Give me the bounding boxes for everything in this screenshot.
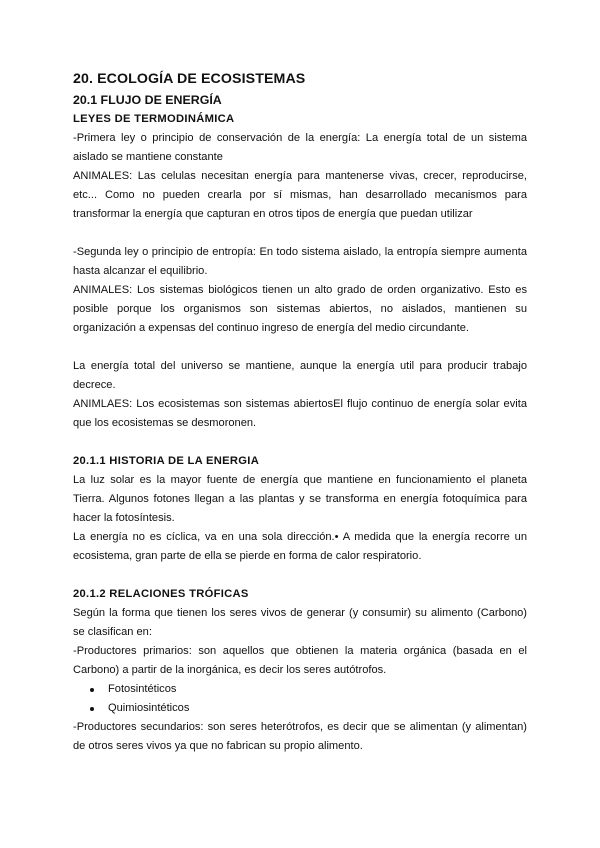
paragraph-intro-clasificacion: Según la forma que tienen los seres vivos de generar (y consumir) su alimento (Carbono) se clasifican en:	[73, 607, 527, 638]
paragraph-primera-ley: -Primera ley o principio de conservación de la energía: La energía total de un sistema aislado se mantiene constante	[73, 132, 527, 163]
section-heading-flujo-energia: 20.1 FLUJO DE ENERGÍA	[73, 93, 222, 107]
paragraph-energia-no-ciclica: La energía no es cíclica, va en una sola dirección.• A medida que la energía recorre un ecosistema, gran parte de ella se pierde en forma de calor respiratorio.	[73, 531, 527, 562]
section-heading-relaciones-troficas: 20.1.2 RELACIONES TRÓFICAS	[73, 588, 249, 600]
subheading-leyes-termodinamica: LEYES DE TERMODINÁMICA	[73, 113, 235, 125]
paragraph-productores-primarios: -Productores primarios: son aquellos que obtienen la materia orgánica (basada en el Carbono) a partir de la inorgánica, es decir los seres autótrofos.	[73, 645, 527, 676]
section-heading-historia-energia: 20.1.1 HISTORIA DE LA ENERGIA	[73, 455, 260, 467]
list-item-label: Quimiosintéticos	[108, 702, 190, 714]
paragraph-animales-2: ANIMALES: Los sistemas biológicos tienen un alto grado de orden organizativo. Esto es posible porque los organismos son sistemas abiertos, no aislados, mantienen su organización a expensas del continuo ingreso de energía del medio circundante.	[73, 284, 527, 334]
list-item	[73, 680, 527, 699]
bullet-dot-icon	[90, 707, 94, 711]
paragraph-productores-secundarios: -Productores secundarios: son seres heterótrofos, es decir que se alimentan (y alimentan) de otros seres vivos ya que no fabrican su propio alimento.	[73, 721, 527, 752]
spacer	[73, 338, 527, 357]
paragraph-animlaes: ANIMLAES: Los ecosistemas son sistemas abiertosEl flujo continuo de energía solar evita que los ecosistemas se desmoronen.	[73, 398, 527, 429]
document-title: 20. ECOLOGÍA DE ECOSISTEMAS	[73, 71, 306, 87]
paragraph-segunda-ley: -Segunda ley o principio de entropía: En todo sistema aislado, la entropía siempre aumenta hasta alcanzar el equilibrio.	[73, 246, 527, 277]
list-item-label: Fotosintéticos	[108, 683, 177, 695]
spacer	[73, 433, 527, 452]
document-page	[73, 68, 527, 756]
list-item	[73, 699, 527, 718]
spacer	[73, 224, 527, 243]
paragraph-luz-solar: La luz solar es la mayor fuente de energía que mantiene en funcionamiento el planeta Tierra. Algunos fotones llegan a las plantas y se transforma en energía fotoquímica para hacer la fotosíntesis.	[73, 474, 527, 524]
paragraph-energia-universo: La energía total del universo se mantiene, aunque la energía util para producir trabajo decrece.	[73, 360, 527, 391]
spacer	[73, 566, 527, 585]
bullet-dot-icon	[90, 688, 94, 692]
bullet-list-autotrofos	[73, 680, 527, 718]
paragraph-animales-1: ANIMALES: Las celulas necesitan energía para mantenerse vivas, crecer, reproducirse, etc... Como no pueden crearla por sí mismas, han desarrollado mecanismos para transformar la energía que capturan en otros tipos de energía que puedan utilizar	[73, 170, 527, 220]
